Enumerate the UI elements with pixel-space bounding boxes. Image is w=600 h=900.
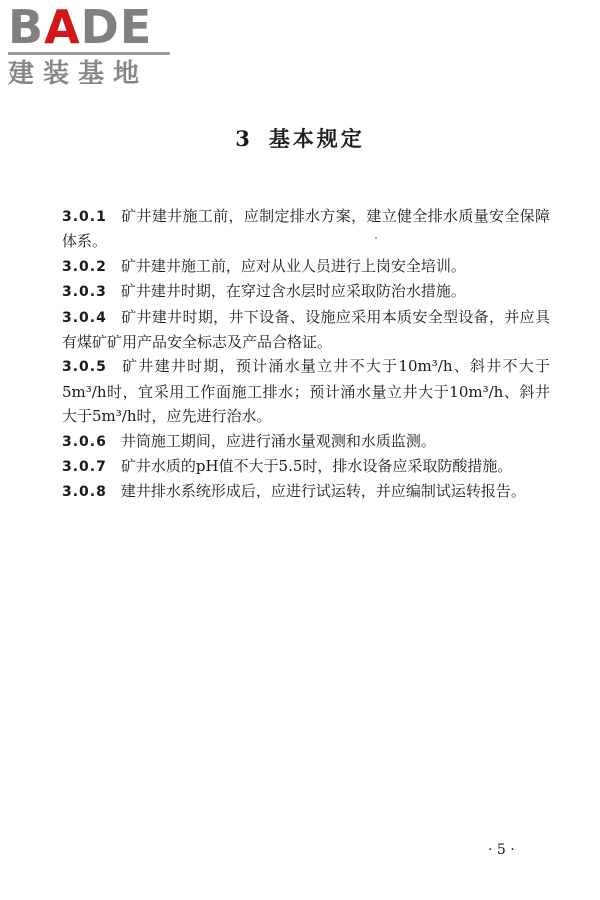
chapter-number: 3 bbox=[235, 126, 253, 151]
clause-text: 矿井建井施工前，应制定排水方案，建立健全排水质量安全保障体系。 bbox=[62, 207, 550, 251]
clause-number: 3.0.4 bbox=[62, 309, 107, 326]
clause-3-0-8 bbox=[62, 479, 550, 504]
clause-number: 3.0.7 bbox=[62, 459, 107, 476]
clause-number: 3.0.6 bbox=[62, 433, 107, 450]
logo-letter-b: B bbox=[8, 0, 45, 54]
clause-3-0-2 bbox=[62, 254, 550, 279]
clause-text: 矿井建井时期，井下设备、设施应采用本质安全型设备，并应具有煤矿矿用产品安全标志及产品合格证。 bbox=[62, 307, 550, 352]
logo-subtitle: 建装基地 bbox=[8, 59, 149, 89]
chapter-heading bbox=[0, 123, 600, 153]
clause-number: 3.0.8 bbox=[62, 484, 107, 501]
clause-text: 矿井建井施工前，应对从业人员进行上岗安全培训。 bbox=[120, 256, 466, 275]
clause-text: 建井排水系统形成后，应进行试运转，并应编制试运转报告。 bbox=[120, 482, 526, 501]
clause-number: 3.0.3 bbox=[62, 284, 107, 301]
clause-number: 3.0.5 bbox=[62, 359, 107, 376]
publisher-logo bbox=[8, 0, 178, 89]
clause-3-0-5 bbox=[62, 354, 550, 428]
logo-letter-a: A bbox=[44, 0, 81, 54]
logo-wordmark bbox=[8, 0, 178, 54]
clause-number: 3.0.1 bbox=[62, 209, 107, 225]
clause-text: 矿井水质的pH值不大于5.5时，排水设备应采取防酸措施。 bbox=[120, 457, 513, 476]
clause-list bbox=[62, 204, 550, 505]
clause-3-0-7 bbox=[62, 454, 550, 479]
clause-number: 3.0.2 bbox=[62, 258, 107, 275]
page-number: · 5 · bbox=[488, 842, 515, 858]
clause-3-0-1 bbox=[62, 204, 550, 254]
clause-text: 矿井建井时期，预计涌水量立井不大于10m³/h、斜井不大于5m³/h时，宜采用工作面施工排水；预计涌水量立井大于10m³/h、斜井大于5m³/h时，应先进行治水。 bbox=[62, 357, 550, 426]
logo-letters-de: DE bbox=[80, 0, 153, 54]
chapter-title: 基本规定 bbox=[268, 126, 365, 151]
clause-text: 矿井建井时期，在穿过含水层时应采取防治水措施。 bbox=[120, 282, 466, 301]
clause-3-0-6 bbox=[62, 429, 550, 454]
clause-3-0-4 bbox=[62, 305, 550, 355]
clause-3-0-3 bbox=[62, 279, 550, 304]
clause-text: 井筒施工期间，应进行涌水量观测和水质监测。 bbox=[120, 431, 436, 450]
